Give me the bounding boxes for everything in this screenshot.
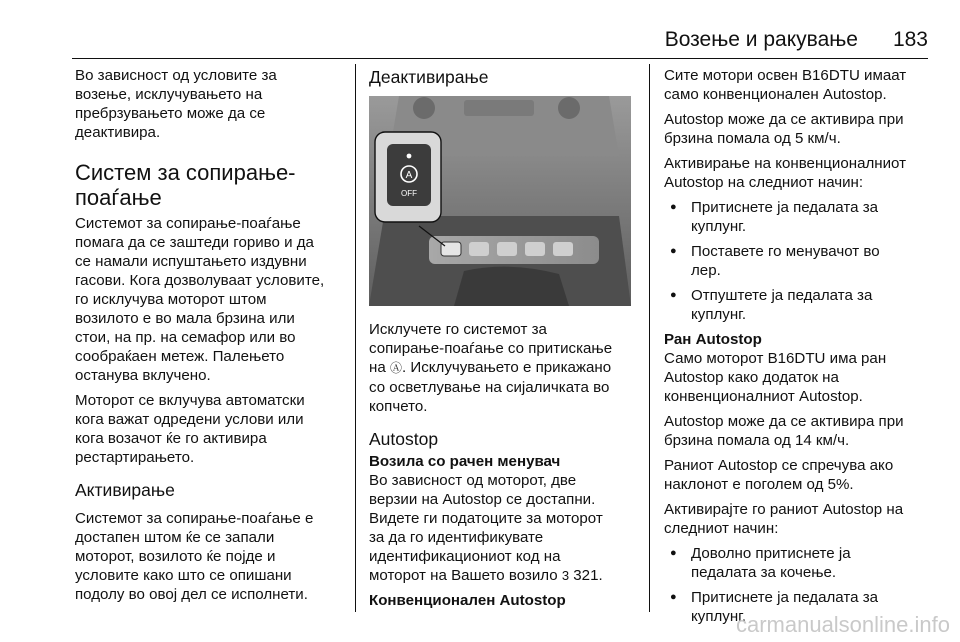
column-1	[75, 66, 347, 610]
autostop-heading: Autostop	[369, 429, 439, 449]
stop-start-description: Системот за сопирање-поаѓање помага да се заштеди гориво и да се намали испуштањето издувни гасови. Кога дозволуваат условите, го исклучува моторот штом возилото е во мала брзина или стои, на пр. на семафор или во сообраќаен метеж. Палењето останува вклучено.	[75, 215, 325, 384]
engines-paragraph: Сите мотори освен B16DTU имаат само конвенционален Autostop.	[664, 67, 907, 103]
page-number: 183	[892, 28, 928, 51]
figure-off-label: OFF	[401, 189, 417, 198]
page-header	[72, 26, 928, 56]
dashboard-illustration	[369, 96, 631, 306]
header-rule	[72, 58, 928, 59]
page-reference-arrow-icon: 3	[561, 568, 570, 583]
column-divider-1	[355, 64, 356, 612]
early-activation-paragraph: Активирајте го раниот Autostop на следниот начин:	[664, 501, 904, 537]
list-item: ● Отпуштете ја педалата за куплунг.	[664, 286, 936, 324]
dashboard-button-photo	[369, 96, 631, 306]
intro-paragraph: Во зависност од условите за возење, исклучувањето на пребрзувањето може да се деактивира.	[75, 67, 277, 141]
activation-paragraph: Системот за сопирање-поаѓање е достапен штом ќе се запали моторот, возилото ќе појде и условите како што се опишани подолу во овој дел се исполнети.	[75, 510, 314, 603]
deactivation-heading: Деактивирање	[369, 67, 489, 87]
column-3	[664, 66, 936, 632]
list-item: ● Притиснете ја педалата за куплунг.	[664, 588, 936, 626]
list-item: ● Доволно притиснете ја педалата за кочење.	[664, 544, 936, 582]
column-2	[369, 66, 633, 610]
svg-text:A: A	[405, 170, 413, 181]
activation-heading: Активирање	[75, 480, 175, 500]
conventional-activation-paragraph: Активирање на конвенционалниот Autostop на следниот начин:	[664, 155, 907, 191]
column-divider-2	[649, 64, 650, 612]
speed-14-paragraph: Autostop може да се активира при брзина помала од 14 км/ч.	[664, 413, 904, 449]
header-title: Возење и ракување	[664, 28, 858, 51]
engine-restart-paragraph: Моторот се вклучува автоматски кога важат одредени услови или кога возачот ќе го активира рестартирањето.	[75, 392, 305, 466]
early-autostop-paragraph: Само моторот B16DTU има ран Autostop како додаток на конвенционалниот Autostop.	[664, 350, 887, 405]
early-autostop-heading: Ран Autostop	[664, 331, 762, 348]
engine-versions-paragraph: Во зависност од моторот, две верзии на Autostop се достапни. Видете ги податоците за моторот за да го идентификувате идентификациониот код на моторот на Вашето возило 3 321.	[369, 472, 603, 584]
stop-start-button-icon: Ⓐ	[389, 361, 402, 375]
section-title-stop-start: Систем за сопирање- поаѓање	[75, 160, 296, 210]
manual-transmission-heading: Возила со рачен менувач	[369, 453, 561, 470]
list-item: ● Поставете го менувачот во лер.	[664, 242, 936, 280]
conventional-steps-list	[664, 198, 936, 324]
speed-5-paragraph: Autostop може да се активира при брзина помала од 5 км/ч.	[664, 111, 904, 147]
deactivation-paragraph: Исклучете го системот за сопирање-поаѓање со притискање на Ⓐ. Исклучувањето е прикажано со осветлување на сијаличката во копчето.	[369, 321, 613, 415]
watermark: carmanualsonline.info	[735, 612, 950, 637]
incline-paragraph: Раниот Autostop се спречува ако наклонот е поголем од 5%.	[664, 457, 894, 493]
conventional-autostop-heading: Конвенционален Autostop	[369, 592, 566, 609]
list-item: ● Притиснете ја педалата за куплунг.	[664, 198, 936, 236]
